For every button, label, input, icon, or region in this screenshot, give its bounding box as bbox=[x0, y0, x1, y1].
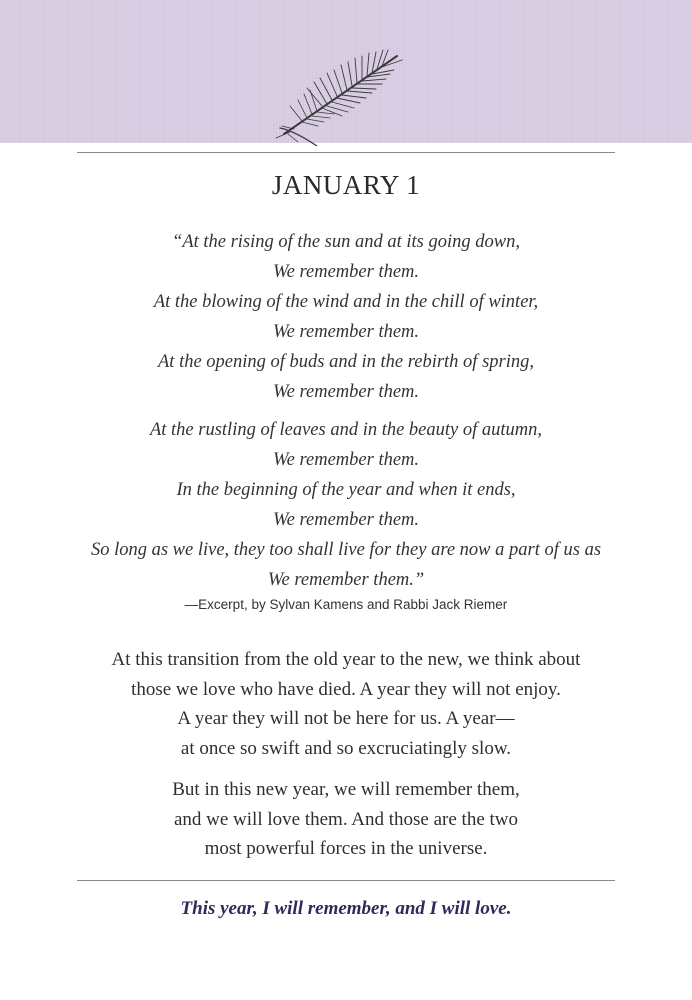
poem-line: At the blowing of the wind and in the chill of winter, bbox=[153, 292, 539, 312]
header-banner bbox=[0, 0, 692, 143]
poem-excerpt bbox=[0, 227, 692, 595]
reflection-line: At this transition from the old year to the new, we think about bbox=[111, 649, 581, 670]
reflection-line: at once so swift and so excruciatingly slow. bbox=[180, 737, 512, 759]
poem-line: We remember them. bbox=[272, 510, 420, 530]
reflection-line: A year they will not be here for us. A year— bbox=[177, 708, 515, 729]
reflection-line: most powerful forces in the universe. bbox=[204, 838, 488, 859]
poem-line: We remember them. bbox=[272, 382, 420, 402]
poem-line: We remember them.” bbox=[267, 570, 425, 590]
feather-icon bbox=[262, 46, 412, 146]
poem-line: We remember them. bbox=[272, 450, 420, 470]
page-title: JANUARY 1 bbox=[271, 170, 421, 200]
poem-attribution: —Excerpt, by Sylvan Kamens and Rabbi Jack Riemer bbox=[184, 597, 508, 612]
reflection-text bbox=[0, 645, 692, 864]
poem-line: We remember them. bbox=[272, 262, 420, 282]
closing-affirmation: This year, I will remember, and I will love. bbox=[180, 898, 512, 919]
poem-line: “At the rising of the sun and at its going down, bbox=[172, 232, 520, 252]
bottom-divider bbox=[77, 880, 615, 881]
reflection-line: those we love who have died. A year they will not enjoy. bbox=[131, 678, 561, 700]
reflection-line: But in this new year, we will remember them, bbox=[172, 779, 520, 800]
poem-line: At the rustling of leaves and in the beauty of autumn, bbox=[149, 420, 543, 440]
poem-line: So long as we live, they too shall live for they are now a part of us as bbox=[90, 540, 602, 560]
top-divider bbox=[77, 152, 615, 153]
poem-line: We remember them. bbox=[272, 322, 420, 342]
reflection-line: and we will love them. And those are the two bbox=[173, 808, 519, 830]
poem-line: In the beginning of the year and when it ends, bbox=[176, 480, 516, 500]
poem-line: At the opening of buds and in the rebirth of spring, bbox=[158, 352, 534, 372]
